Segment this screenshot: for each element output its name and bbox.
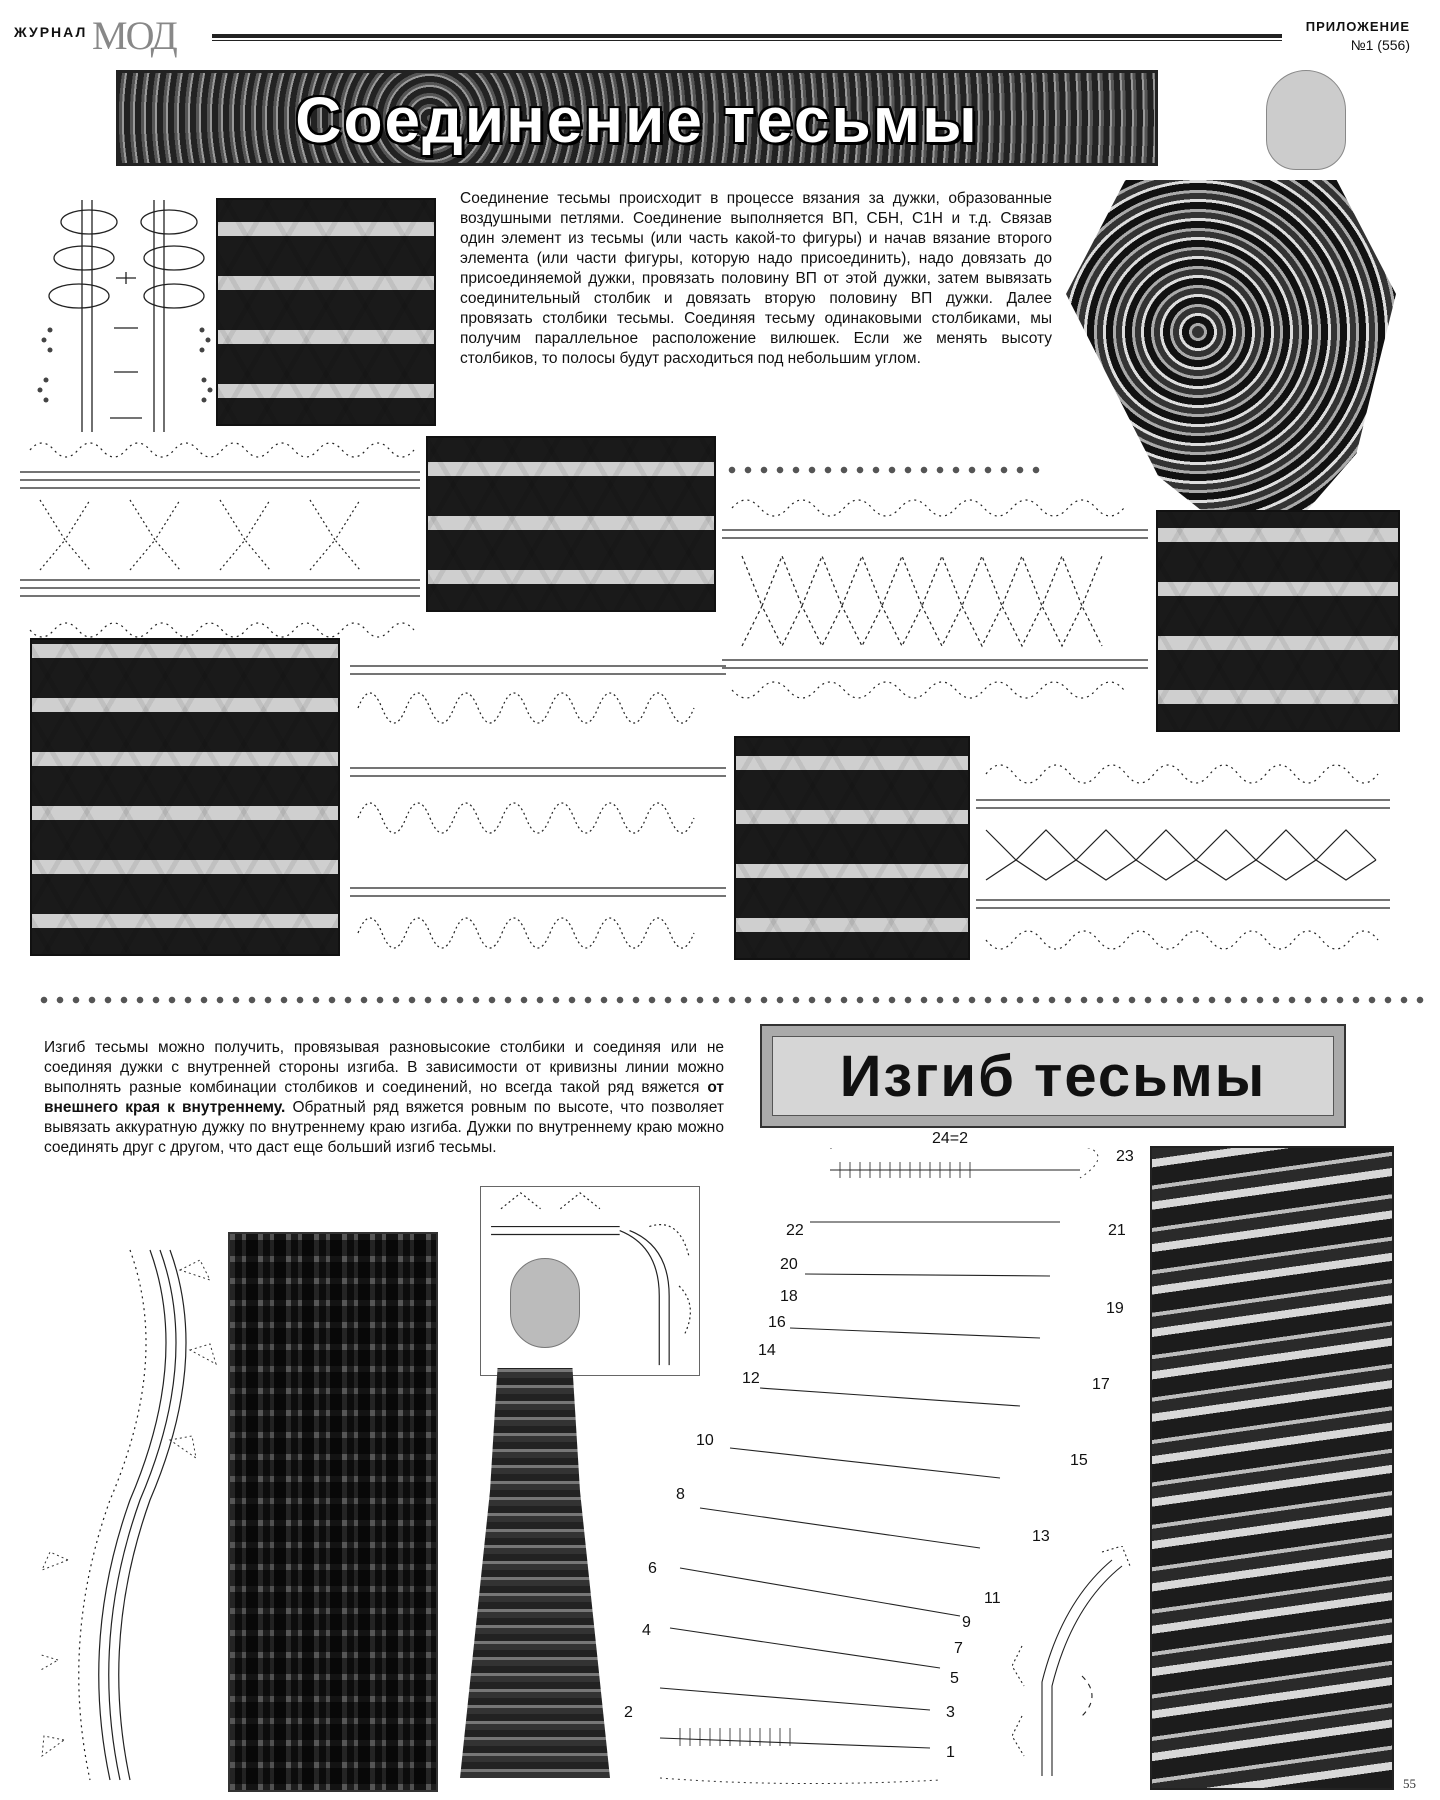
curved-braid-diagram <box>40 1240 220 1792</box>
row-number-9: 9 <box>962 1614 971 1631</box>
connection-diagram-svg <box>14 200 214 432</box>
row-number-7: 7 <box>954 1640 963 1657</box>
section2-title-inner <box>772 1036 1334 1116</box>
section-divider <box>36 996 1426 1004</box>
row-number-2: 2 <box>624 1704 633 1721</box>
dotted-divider-top <box>724 466 1040 474</box>
braid-diagram-2 <box>722 496 1148 702</box>
magazine-header <box>14 12 234 58</box>
row-number-16: 16 <box>768 1314 786 1331</box>
braid-diagram-3 <box>350 648 726 958</box>
braid-diagram-3-svg <box>350 648 726 958</box>
model-head <box>510 1258 580 1348</box>
model-head <box>1266 70 1346 170</box>
row-number-18: 18 <box>780 1288 798 1305</box>
braid-diagram-1 <box>20 440 420 640</box>
row-number-10: 10 <box>696 1432 714 1449</box>
row-number-8: 8 <box>676 1486 685 1503</box>
section2-title: Изгиб тесьмы <box>839 1043 1267 1109</box>
braid-diagram-2-svg <box>722 496 1148 702</box>
row-number-22: 22 <box>786 1222 804 1239</box>
row-number-6: 6 <box>648 1560 657 1577</box>
row-number-11: 11 <box>984 1590 1001 1607</box>
row-number-1: 1 <box>946 1744 955 1761</box>
section2-text <box>44 1038 724 1158</box>
crochet-photo-4 <box>30 638 340 956</box>
row-number-23: 23 <box>1116 1148 1134 1165</box>
shawl-model-photo <box>1066 60 1402 560</box>
repeat-formula: 24=2 <box>932 1130 969 1147</box>
header-rule-thin <box>212 40 1282 41</box>
supplement-label: ПРИЛОЖЕНИЕ <box>1305 19 1410 34</box>
braid-diagram-1-svg <box>20 440 420 640</box>
section2-title-banner <box>760 1024 1346 1128</box>
issue-number: №1 (556) <box>1350 37 1410 53</box>
crochet-dress <box>460 1368 610 1778</box>
connection-diagram-small <box>14 200 214 432</box>
row-number-15: 15 <box>1070 1452 1088 1469</box>
magazine-logo: МОД <box>92 13 176 58</box>
braid-diagram-4 <box>976 760 1390 956</box>
bend-braid-photo <box>1150 1146 1394 1790</box>
crochet-photo-3 <box>1156 510 1400 732</box>
crochet-photo-1 <box>216 198 436 426</box>
crochet-photo-5 <box>734 736 970 960</box>
row-number-3: 3 <box>946 1704 955 1721</box>
row-number-20: 20 <box>780 1256 798 1273</box>
header-rule <box>212 34 1282 38</box>
row-number-14: 14 <box>758 1342 776 1359</box>
small-bend-diagram <box>1012 1546 1132 1786</box>
page-number: 55 <box>1403 1776 1416 1791</box>
curved-braid-photo <box>228 1232 438 1792</box>
row-number-17: 17 <box>1092 1376 1110 1393</box>
row-number-12: 12 <box>742 1370 760 1387</box>
section1-title: Соединение тесьмы <box>295 84 979 156</box>
model-in-dress-photo <box>420 1258 640 1788</box>
small-bend-diagram-svg <box>1012 1546 1132 1786</box>
row-number-4: 4 <box>642 1622 651 1639</box>
magazine-small-title: ЖУРНАЛ <box>14 24 88 40</box>
braid-diagram-4-svg <box>976 760 1390 956</box>
issue-info <box>1306 18 1410 54</box>
curved-braid-diagram-svg <box>40 1240 220 1792</box>
crochet-photo-2 <box>426 436 716 612</box>
section2-text-bold: от внешнего края к внутреннему. <box>44 1079 724 1116</box>
section1-text: Соединение тесьмы происходит в процессе вязания за дужки, образованные воздушными петлями. Соединение выполняется ВП, СБН, С1Н и т.д. Связав один элемент из тесьмы (или часть какой-то фигуры) и начав вязание второго элемента (или части фигуры, которую надо присоединить), надо довязать до присоединяемой дужки, провязать половину ВП от этой дужки, затем вывязать соединительный столбик и довязать вторую половину ВП дужки. Далее провязать столбики тесьмы. Соединяя тесьму одинаковыми столбиками, мы получим параллельное расположение вилюшек. Если же менять высоту столбиков, то полосы будут расходиться под небольшим углом. <box>460 190 1052 367</box>
row-number-5: 5 <box>950 1670 959 1687</box>
row-number-19: 19 <box>1106 1300 1124 1317</box>
row-number-13: 13 <box>1032 1528 1050 1545</box>
section1-title-banner <box>116 70 1158 166</box>
section2-text-part1: Изгиб тесьмы можно получить, провязывая разновысокие столбики и соединяя или не соединяя дужки с внутренней стороны изгиба. В зависимости от кривизны линии можно выполнять разные комбинации столбиков и соединений, но всегда такой ряд вяжется <box>44 1039 724 1096</box>
row-number-21: 21 <box>1108 1222 1126 1239</box>
section2-text-part2: Обратный ряд вяжется ровным по высоте, что позволяет вывязать аккуратную дужку по внутреннему краю изгиба. Дужки по внутреннему краю можно соединять друг с другом, что даст еще больший изгиб тесьмы. <box>44 1099 725 1156</box>
